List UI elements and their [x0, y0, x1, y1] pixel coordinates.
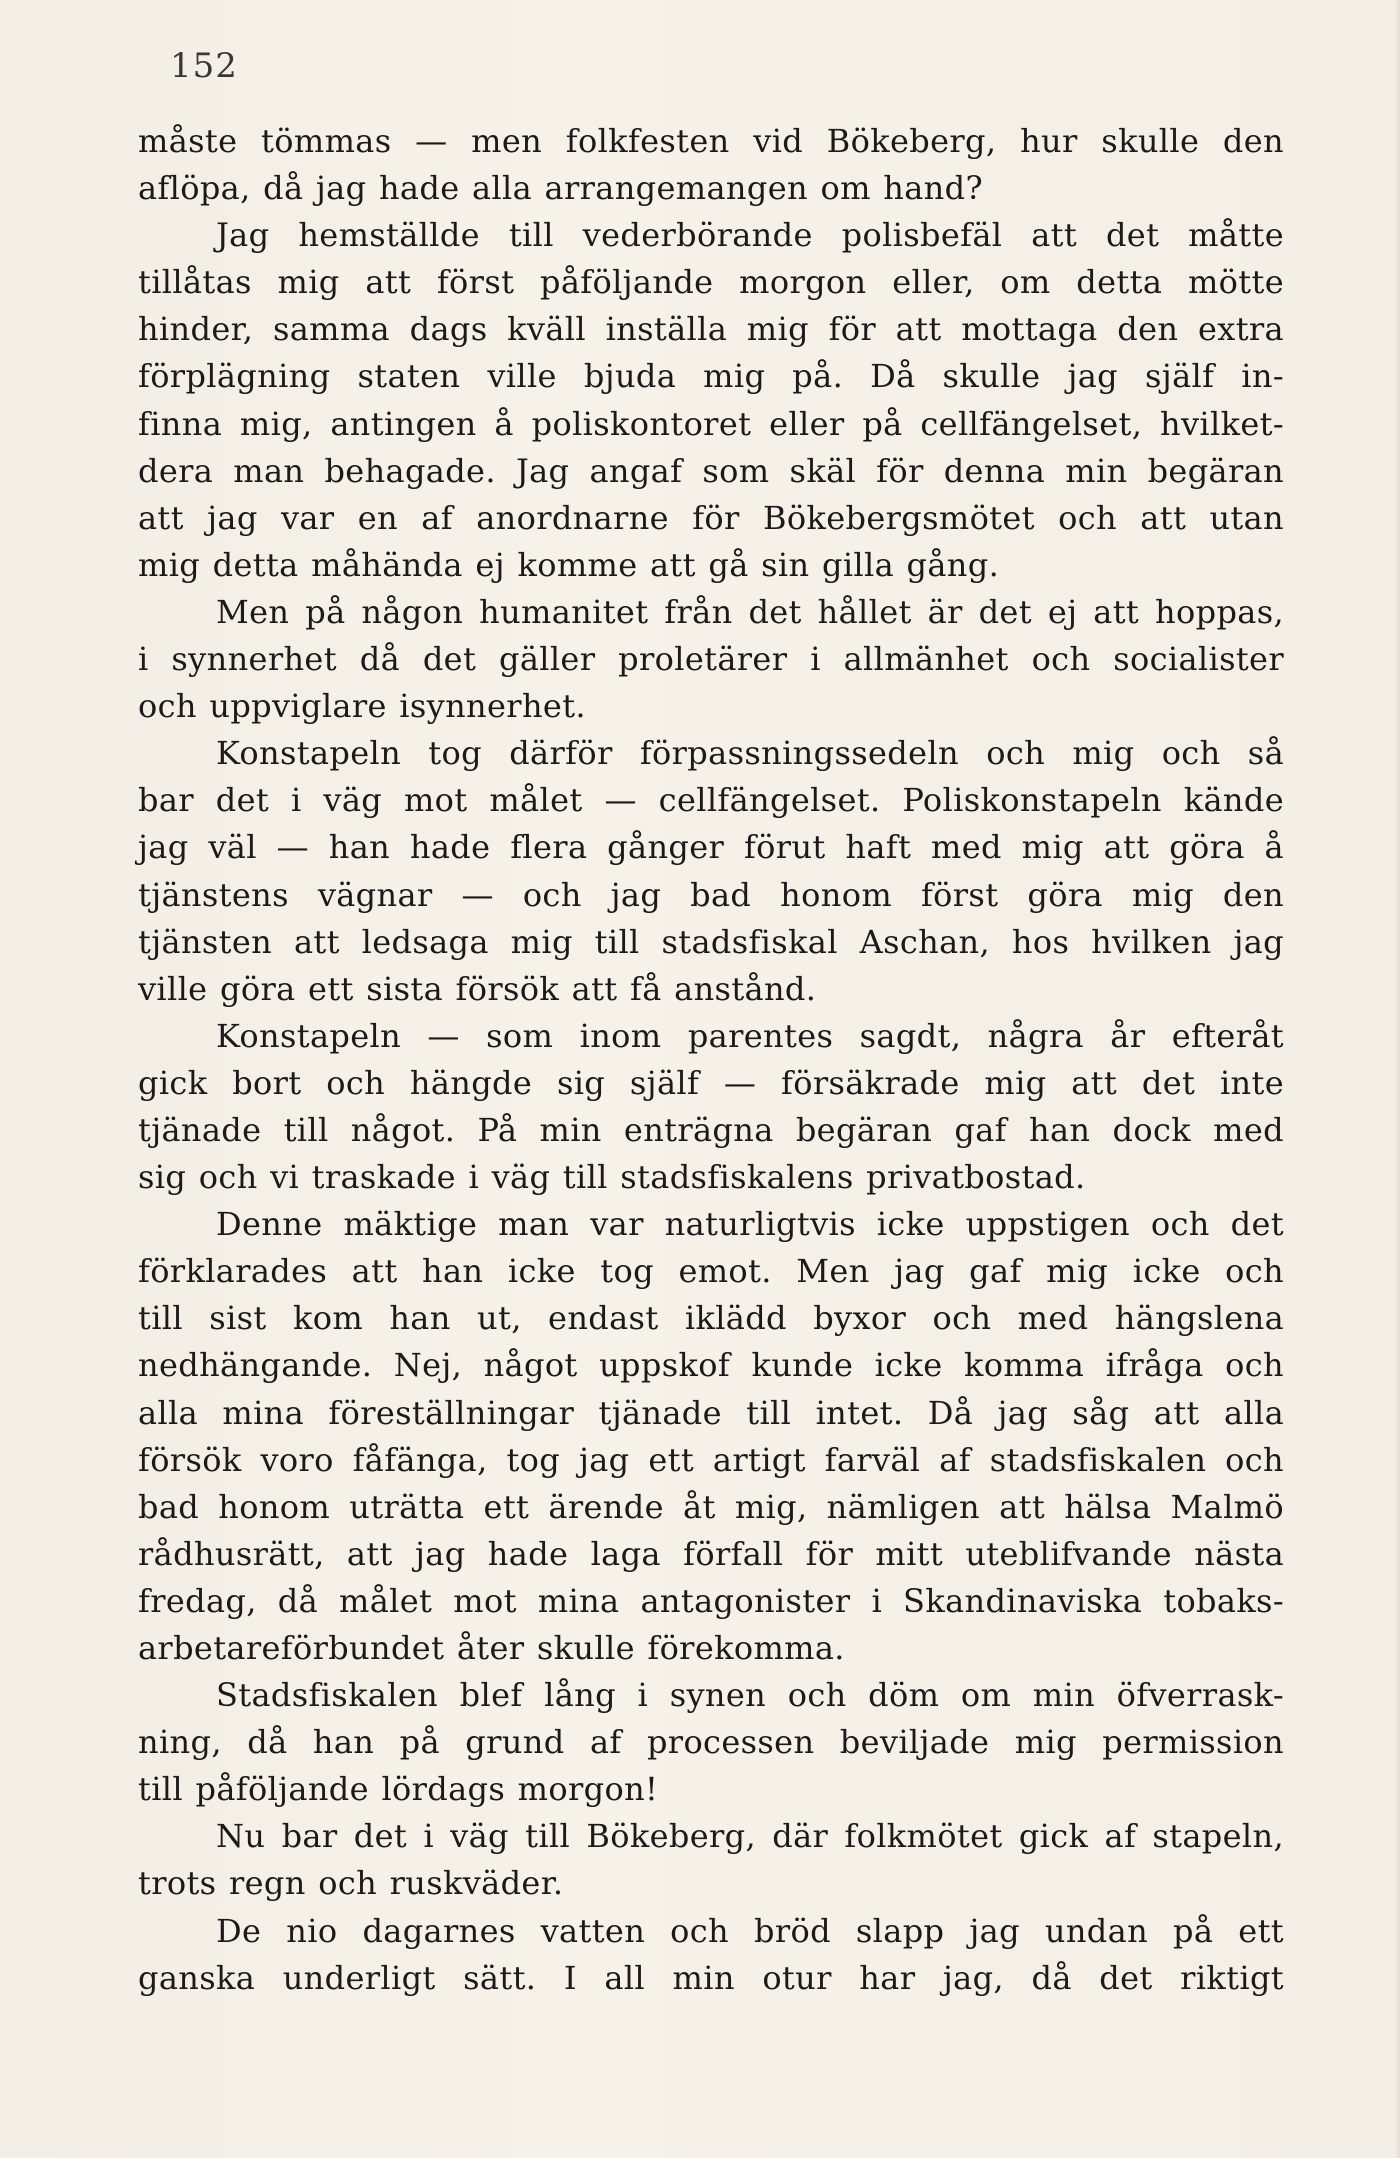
text-line: gick bort och hängde sig själf — försäkrade mig att det inte — [138, 1063, 1284, 1102]
text-line: till sist kom han ut, endast iklädd byxor och med hängslena — [138, 1299, 1284, 1338]
text-line: måste tömmas — men folkfesten vid Bökeberg, hur skulle den — [138, 122, 1284, 160]
text-line: aflöpa, då jag hade alla arrangemangen om hand? — [138, 169, 983, 208]
page-edge-shadow — [1394, 0, 1400, 2158]
text-line: finna mig, antingen å poliskontoret eller på cellfängelset, hvilket- — [138, 404, 1284, 443]
text-line: hinder, samma dags kväll inställa mig för att mottaga den extra — [138, 310, 1284, 349]
text-line: ganska underligt sätt. I all min otur har jag, då det riktigt — [138, 1958, 1284, 1997]
text-line: i synnerhet då det gäller proletärer i allmänhet och socialister — [138, 640, 1284, 679]
text-line: Men på någon humanitet från det hållet är det ej att hoppas, — [216, 592, 1284, 631]
text-line: Denne mäktige man var naturligtvis icke uppstigen och det — [216, 1205, 1284, 1244]
text-line: rådhusrätt, att jag hade laga förfall för mitt uteblifvande nästa — [138, 1534, 1284, 1573]
text-line: arbetareförbundet åter skulle förekomma. — [138, 1629, 845, 1667]
text-line: och uppviglare isynnerhet. — [138, 687, 586, 726]
text-line: bar det i väg mot målet — cellfängelset. Poliskonstapeln kände — [138, 781, 1284, 820]
text-line: Nu bar det i väg till Bökeberg, där folkmötet gick af stapeln, — [216, 1817, 1284, 1856]
text-line: trots regn och ruskväder. — [138, 1864, 564, 1903]
page-number: 152 — [170, 46, 238, 86]
text-line: mig detta måhända ej komme att gå sin gilla gång. — [138, 545, 1000, 584]
text-line: tillåtas mig att först påföljande morgon eller, om detta mötte — [138, 263, 1284, 302]
text-line: dera man behagade. Jag angaf som skäl för denna min begäran — [138, 451, 1284, 490]
text-line: förplägning staten ville bjuda mig på. Då skulle jag själf in- — [138, 357, 1284, 396]
text-line: att jag var en af anordnarne för Bökebergsmötet och att utan — [138, 498, 1284, 537]
text-line: tjänsten att ledsaga mig till stadsfiskal Aschan, hos hvilken jag — [138, 922, 1284, 961]
text-line: Konstapeln — som inom parentes sagdt, några år efteråt — [216, 1016, 1284, 1055]
text-line: sig och vi traskade i väg till stadsfiskalens privatbostad. — [138, 1158, 1086, 1197]
text-line: ville göra ett sista försök att få anstånd. — [138, 969, 817, 1008]
text-line: till påföljande lördags morgon! — [138, 1770, 659, 1809]
text-line: Konstapeln tog därför förpassningssedeln och mig och så — [216, 734, 1284, 773]
text-line: jag väl — han hade flera gånger förut haft med mig att göra å — [138, 828, 1284, 867]
text-line: bad honom uträtta ett ärende åt mig, nämligen att hälsa Malmö — [138, 1487, 1284, 1526]
text-line: ning, då han på grund af processen beviljade mig permission — [138, 1723, 1284, 1762]
text-line: fredag, då målet mot mina antagonister i Skandinaviska tobaks- — [138, 1581, 1284, 1620]
text-line: tjänstens vägnar — och jag bad honom först göra mig den — [138, 875, 1284, 914]
text-line: Stadsfiskalen blef lång i synen och döm om min öfverrask- — [216, 1676, 1284, 1715]
text-line: nedhängande. Nej, något uppskof kunde icke komma ifråga och — [138, 1346, 1284, 1385]
text-line: De nio dagarnes vatten och bröd slapp jag undan på ett — [216, 1911, 1284, 1950]
body-text — [138, 118, 1284, 2002]
text-line: Jag hemställde till vederbörande polisbefäl att det måtte — [216, 216, 1284, 255]
text-line: alla mina föreställningar tjänade till intet. Då jag såg att alla — [138, 1393, 1284, 1432]
text-line: tjänade till något. På min enträgna begäran gaf han dock med — [138, 1110, 1284, 1149]
text-line: försök voro fåfänga, tog jag ett artigt farväl af stadsfiskalen och — [138, 1440, 1284, 1479]
text-line: förklarades att han icke tog emot. Men jag gaf mig icke och — [138, 1252, 1284, 1291]
